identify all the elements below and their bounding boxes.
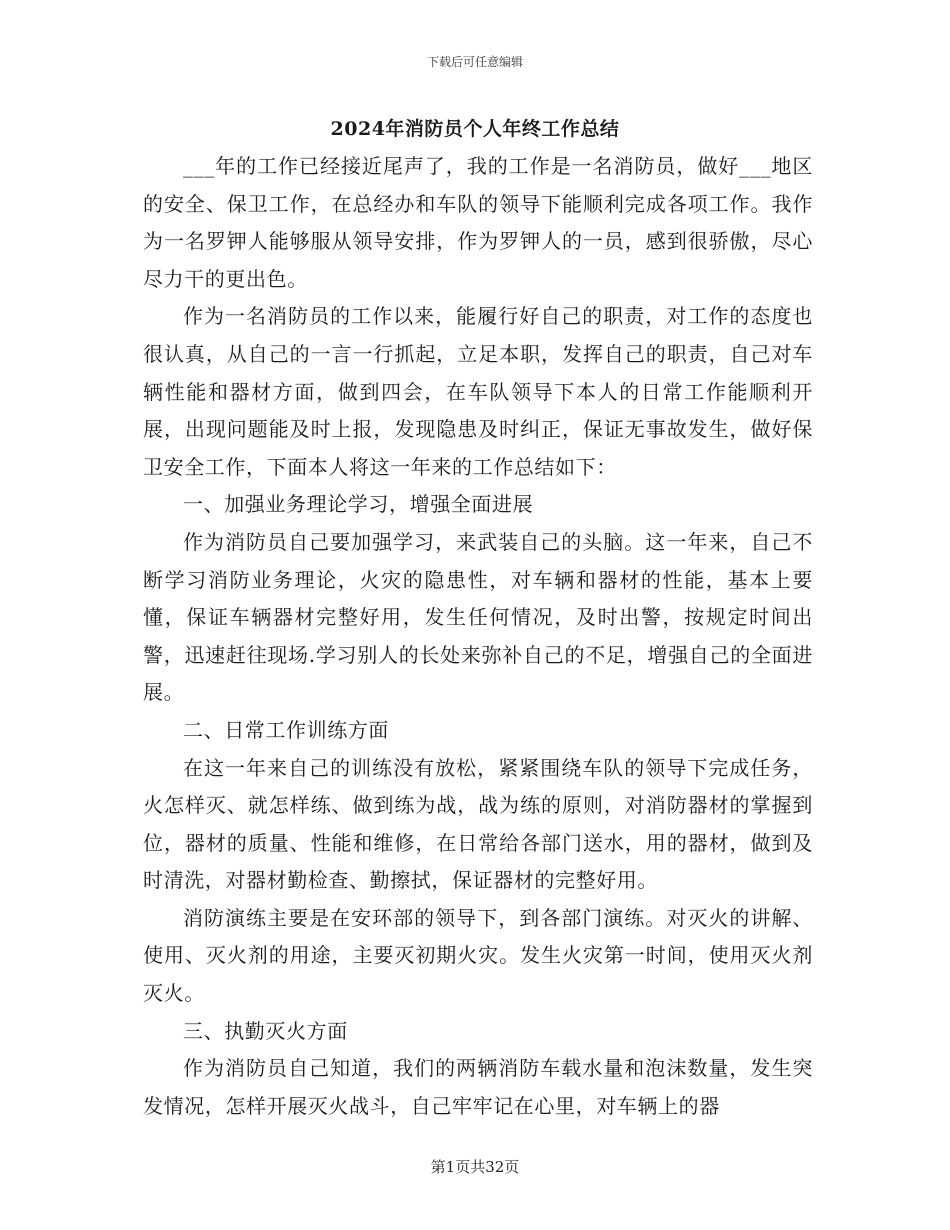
page-footer-number: 第1页共32页 <box>430 1158 520 1176</box>
section-heading-1: 一、加强业务理论学习，增强全面进展 <box>183 492 534 517</box>
document-body <box>143 148 813 1125</box>
paragraph-drills: 消防演练主要是在安环部的领导下，到各部门演练。对灭火的讲解、使用、灭火剂的用途，主要灭初期火灾。发生火灾第一时间，使用灭火剂灭火。 <box>143 905 813 1006</box>
page-header-note: 下载后可任意编辑 <box>426 55 523 69</box>
paragraph-study: 作为消防员自己要加强学习，来武装自己的头脑。这一年来，自己不断学习消防业务理论，火灾的隐患性，对车辆和器材的性能，基本上要懂，保证车辆器材完整好用，发生任何情况，及时出警，按规定时间出警，迅速赶往现场.学习别人的长处来弥补自己的不足，增强自己的全面进展。 <box>143 529 813 705</box>
document-title: 2024年消防员个人年终工作总结 <box>330 118 620 140</box>
paragraph-firefighting: 作为消防员自己知道，我们的两辆消防车载水量和泡沫数量，发生突发情况，怎样开展灭火战斗，自己牢牢记在心里，对车辆上的器 <box>143 1056 813 1118</box>
section-heading-3: 三、执勤灭火方面 <box>183 1018 348 1043</box>
paragraph-training: 在这一年来自己的训练没有放松，紧紧围绕车队的领导下完成任务，火怎样灭、就怎样练、做到练为战，战为练的原则，对消防器材的掌握到位，器材的质量、性能和维修，在日常给各部门送水，用的器材，做到及时清洗，对器材勤检查、勤擦拭，保证器材的完整好用。 <box>143 755 813 893</box>
section-heading-2: 二、日常工作训练方面 <box>183 717 389 742</box>
paragraph-intro: ___年的工作已经接近尾声了，我的工作是一名消防员，做好___地区的安全、保卫工作，在总经办和车队的领导下能顺利完成各项工作。我作为一名罗钾人能够服从领导安排，作为罗钾人的一员，感到很骄傲，尽心尽力干的更出色。 <box>143 154 813 291</box>
paragraph-duties: 作为一名消防员的工作以来，能履行好自己的职责，对工作的态度也很认真，从自己的一言一行抓起，立足本职，发挥自己的职责，自己对车辆性能和器材方面，做到四会，在车队领导下本人的日常工作能顺利开展，出现问题能及时上报，发现隐患及时纠正，保证无事故发生，做好保卫安全工作，下面本人将这一年来的工作总结如下： <box>143 304 813 479</box>
